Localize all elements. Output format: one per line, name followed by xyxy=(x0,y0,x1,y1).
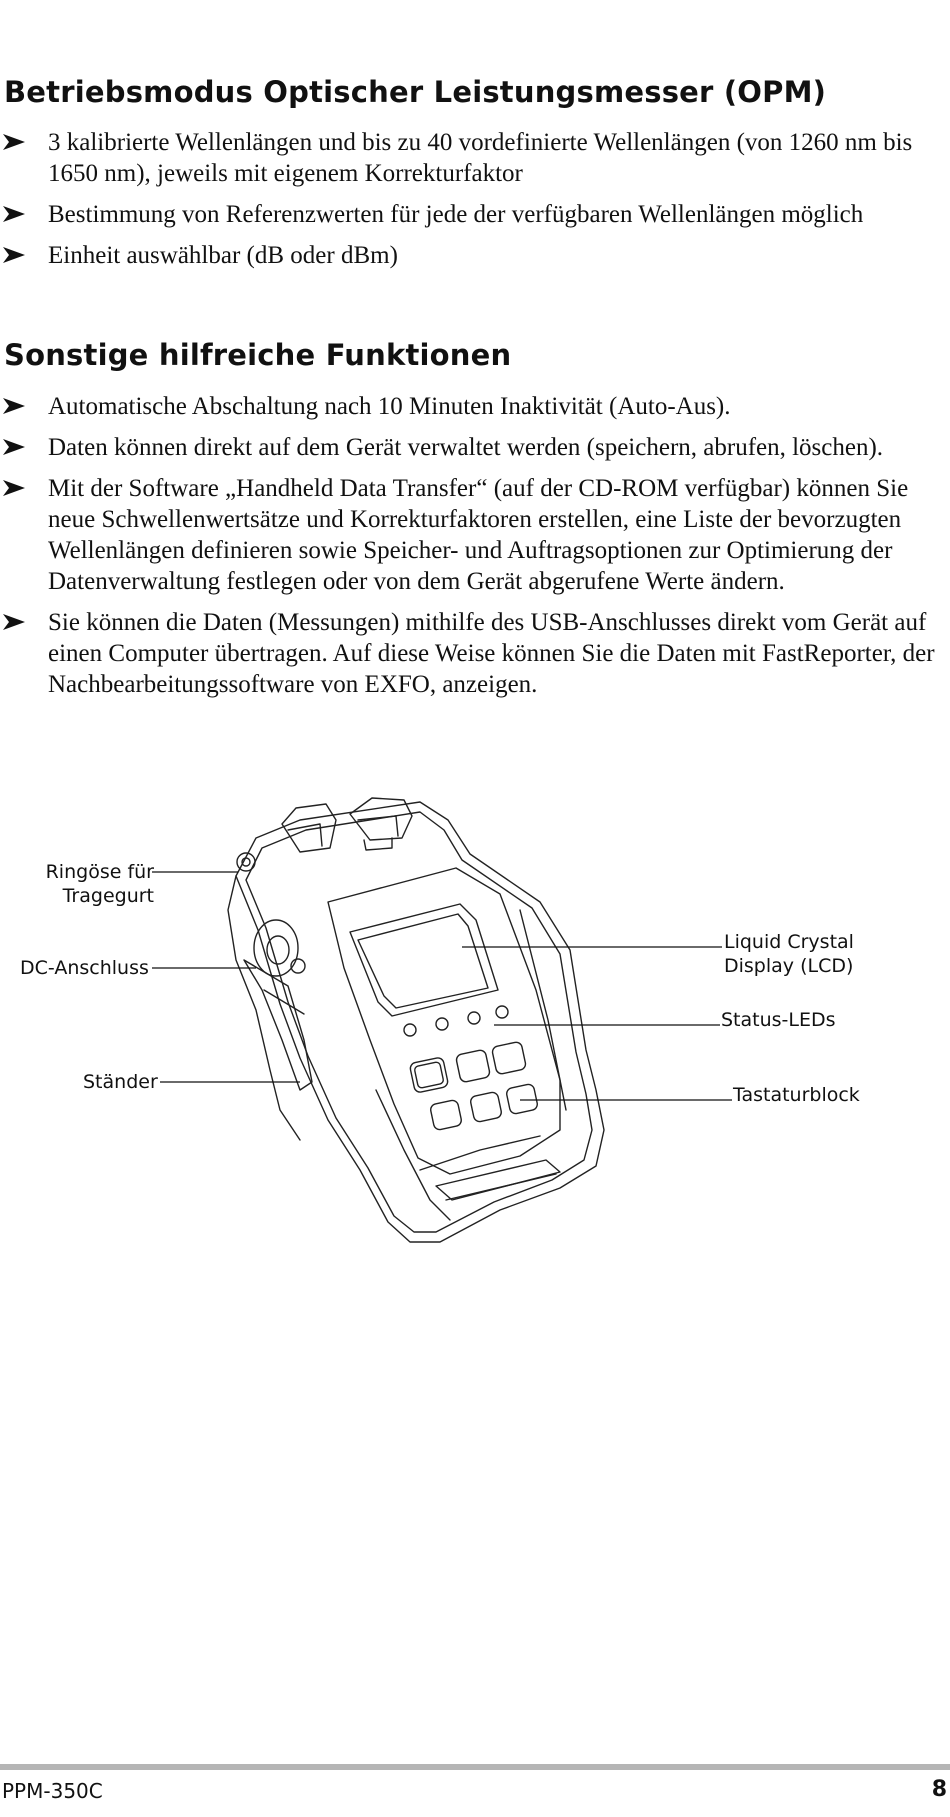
footer-product-name: PPM-350C xyxy=(2,1779,103,1803)
list-item xyxy=(0,473,940,597)
device-figure xyxy=(0,790,950,1330)
callout-dc-port: DC-Anschluss xyxy=(20,957,149,979)
page-number: 8 xyxy=(931,1777,947,1802)
callout-strap-ring xyxy=(42,860,154,908)
list-item xyxy=(0,127,940,189)
callout-stand: Ständer xyxy=(83,1071,158,1093)
arrow-bullet-icon xyxy=(0,391,48,414)
arrow-bullet-icon xyxy=(0,199,48,222)
list-item-text: Bestimmung von Referenzwerten für jede der verfügbaren Wellenlängen möglich xyxy=(48,201,864,228)
callout-lcd-line1: Liquid Crystal xyxy=(724,931,854,953)
arrow-bullet-icon xyxy=(0,240,48,263)
list-item xyxy=(0,240,940,271)
list-item-text: Daten können direkt auf dem Gerät verwaltet werden (speichern, abrufen, löschen). xyxy=(48,434,884,461)
arrow-bullet-icon xyxy=(0,127,48,150)
list-item-text: Einheit auswählbar (dB oder dBm) xyxy=(48,242,398,269)
callout-status-leds: Status-LEDs xyxy=(721,1009,836,1031)
list-item xyxy=(0,391,940,422)
section-heading-opm-mode: Betriebsmodus Optischer Leistungsmesser (OPM) xyxy=(4,75,827,109)
list-item xyxy=(0,607,940,700)
section-heading-other-functions: Sonstige hilfreiche Funktionen xyxy=(4,338,512,372)
feature-list-opm xyxy=(0,127,940,281)
list-item xyxy=(0,432,940,463)
list-item-text: Sie können die Daten (Messungen) mithilfe des USB-Anschlusses direkt vom Gerät auf einen Computer übertragen. Auf diese Weise können Sie die Daten mit FastReporter, der Nachbearbeitungssoftware von EXFO, anzeigen. xyxy=(48,609,935,698)
callout-lcd xyxy=(724,930,854,978)
list-item-text: 3 kalibrierte Wellenlängen und bis zu 40 vordefinierte Wellenlängen (von 1260 nm bis 1650 nm), jeweils mit eigenem Korrekturfaktor xyxy=(48,129,913,187)
arrow-bullet-icon xyxy=(0,607,48,630)
list-item xyxy=(0,199,940,230)
footer-divider xyxy=(0,1764,950,1770)
list-item-text: Automatische Abschaltung nach 10 Minuten Inaktivität (Auto-Aus). xyxy=(48,393,731,420)
callout-strap-ring-line2: Tragegurt xyxy=(62,885,154,907)
callout-keypad: Tastaturblock xyxy=(733,1084,860,1106)
callout-strap-ring-line1: Ringöse für xyxy=(45,861,154,883)
feature-list-other xyxy=(0,391,940,710)
arrow-bullet-icon xyxy=(0,473,48,496)
callout-lcd-line2: Display (LCD) xyxy=(724,955,854,977)
arrow-bullet-icon xyxy=(0,432,48,455)
list-item-text: Mit der Software „Handheld Data Transfer“ (auf der CD-ROM verfügbar) können Sie neue Schwellenwertsätze und Korrekturfaktoren erstellen, eine Liste der bevorzugten Wellenlängen definieren sowie Speicher- und Auftragsoptionen zur Optimierung der Datenverwaltung festlegen oder von dem Gerät abgerufene Werte ändern. xyxy=(48,475,909,595)
